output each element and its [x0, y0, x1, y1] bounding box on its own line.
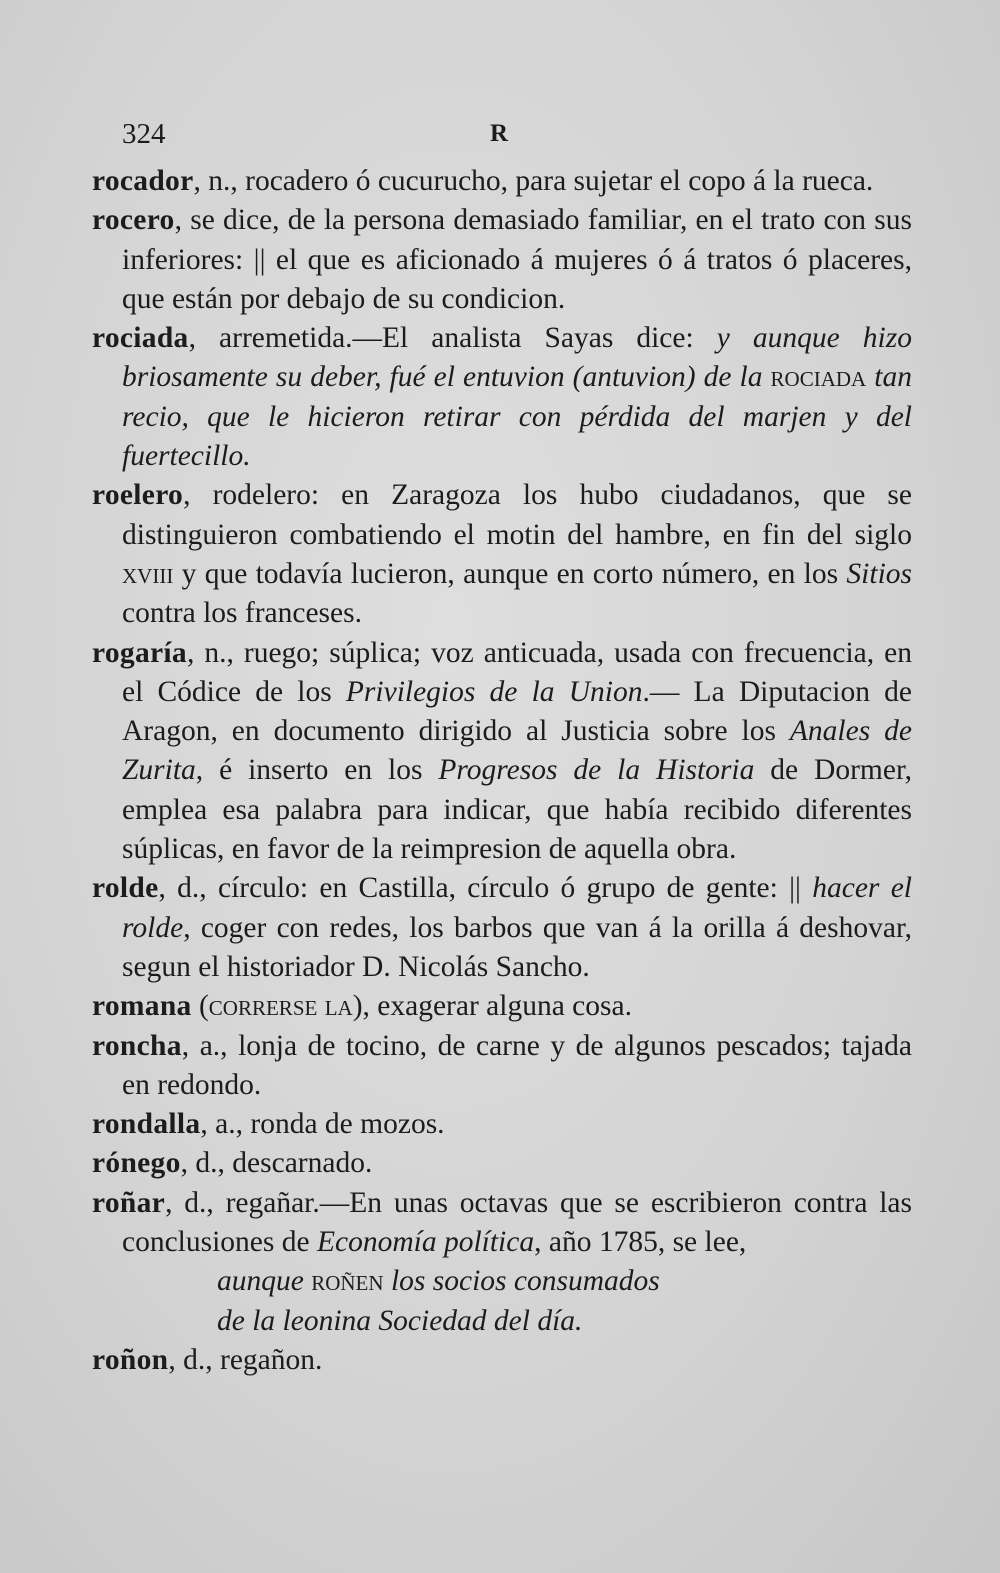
definition: , é inserto en los	[195, 754, 439, 787]
entry-rolde	[92, 869, 912, 987]
page-number: 324	[122, 118, 166, 150]
entry-rocador	[92, 162, 912, 201]
definition: , se dice, de la persona demasiado familiar, en el trato con sus inferiores: || el que es aficionado á mujeres ó á tratos ó placeres, que están por debajo de su condicion.	[122, 204, 912, 315]
definition: ), exagerar alguna cosa.	[352, 990, 632, 1023]
definition: , coger con redes, los barbos que van á la orilla á deshovar, segun el historiador D. Nicolás Sancho.	[122, 911, 912, 983]
verse-text: de la leonina Sociedad del día.	[217, 1304, 583, 1337]
definition: , d., círculo: en Castilla, círculo ó grupo de gente: ||	[158, 872, 813, 905]
entry-rocero	[92, 201, 912, 319]
headword: rocero	[92, 204, 175, 237]
quotation-italic: tan recio, que le hicieron retirar con pérdida del marjen y del fuertecillo.	[122, 361, 912, 473]
headword: roñon	[92, 1343, 169, 1376]
definition: , año 1785, se lee,	[534, 1226, 747, 1259]
definition: , n., ruego; súplica; voz anticuada, usada con frecuencia, en el Códice de los	[122, 636, 912, 708]
page-header	[0, 118, 1000, 158]
entry-ronon	[92, 1341, 912, 1380]
definition: de Dormer, emplea esa palabra para indicar, que había recibido diferentes súplicas, en favor de la reimpresion de aquella obra.	[122, 754, 912, 866]
definition: , d., descarnado.	[180, 1147, 373, 1180]
work-title: Anales de Zurita	[122, 715, 912, 787]
headword: romana	[92, 990, 192, 1023]
definition: , rodelero: en Zaragoza los hubo ciudadanos, que se distinguieron combatiendo el motin del hambre, en fin del siglo	[122, 479, 912, 551]
headword: rolde	[92, 872, 159, 905]
entry-rogaria	[92, 634, 912, 870]
dictionary-text	[92, 162, 912, 1380]
definition: (	[191, 990, 209, 1023]
headword: roelero	[92, 479, 184, 512]
headword: rónego	[92, 1147, 181, 1180]
work-title: Progresos de la Historia	[438, 754, 755, 787]
entry-ronar	[92, 1184, 912, 1263]
entry-roncha	[92, 1027, 912, 1106]
quotation-italic: y aunque hizo briosamente su deber, fué el entuvion (antuvion) de la	[122, 322, 912, 394]
definition: , d., regañar.—En unas octavas que se escribieron contra las conclusiones de	[122, 1186, 912, 1259]
quotation-smallcaps: rociada	[770, 361, 867, 394]
verse-line-2	[92, 1302, 912, 1341]
roman-numeral: xviii	[122, 557, 174, 590]
headword: rogaría	[92, 636, 187, 669]
definition: , d., regañon.	[168, 1343, 323, 1376]
definition: .— La Diputacion de Aragon, en documento dirigido al Justicia sobre los	[122, 675, 912, 748]
headword: roñar	[92, 1186, 166, 1219]
phrase-smallcaps: correrse la	[208, 990, 353, 1023]
headword: roncha	[92, 1029, 182, 1062]
definition: y que todavía lucieron, aunque en corto número, en los	[173, 557, 847, 590]
definition: , a., lonja de tocino, de carne y de algunos pescados; tajada en redondo.	[122, 1029, 912, 1101]
entry-rondalla	[92, 1105, 912, 1144]
headword: rociada	[92, 322, 189, 355]
running-head-letter: R	[490, 120, 509, 147]
verse-smallcaps: roñen	[311, 1265, 384, 1298]
phrase-italic: hacer el rolde	[122, 872, 912, 944]
verse-line-1	[92, 1262, 912, 1301]
entry-rociada	[92, 319, 912, 476]
entry-romana	[92, 987, 912, 1026]
headword: rocador	[92, 165, 194, 197]
italic-term: Sitios	[846, 557, 912, 590]
entry-ronego	[92, 1144, 912, 1183]
definition: , arremetida.—El analista Sayas dice:	[188, 322, 717, 355]
definition: , a., ronda de mozos.	[200, 1108, 445, 1141]
entry-roelero	[92, 476, 912, 633]
work-title: Economía política	[316, 1226, 535, 1259]
verse-text: los socios consumados	[383, 1265, 660, 1298]
definition: contra los franceses.	[122, 597, 362, 630]
verse-text: aunque	[217, 1265, 312, 1298]
headword: rondalla	[92, 1108, 201, 1141]
work-title: Privilegios de la Union	[345, 675, 643, 708]
definition: , n., rocadero ó cucurucho, para sujetar el copo á la rueca.	[193, 165, 874, 197]
